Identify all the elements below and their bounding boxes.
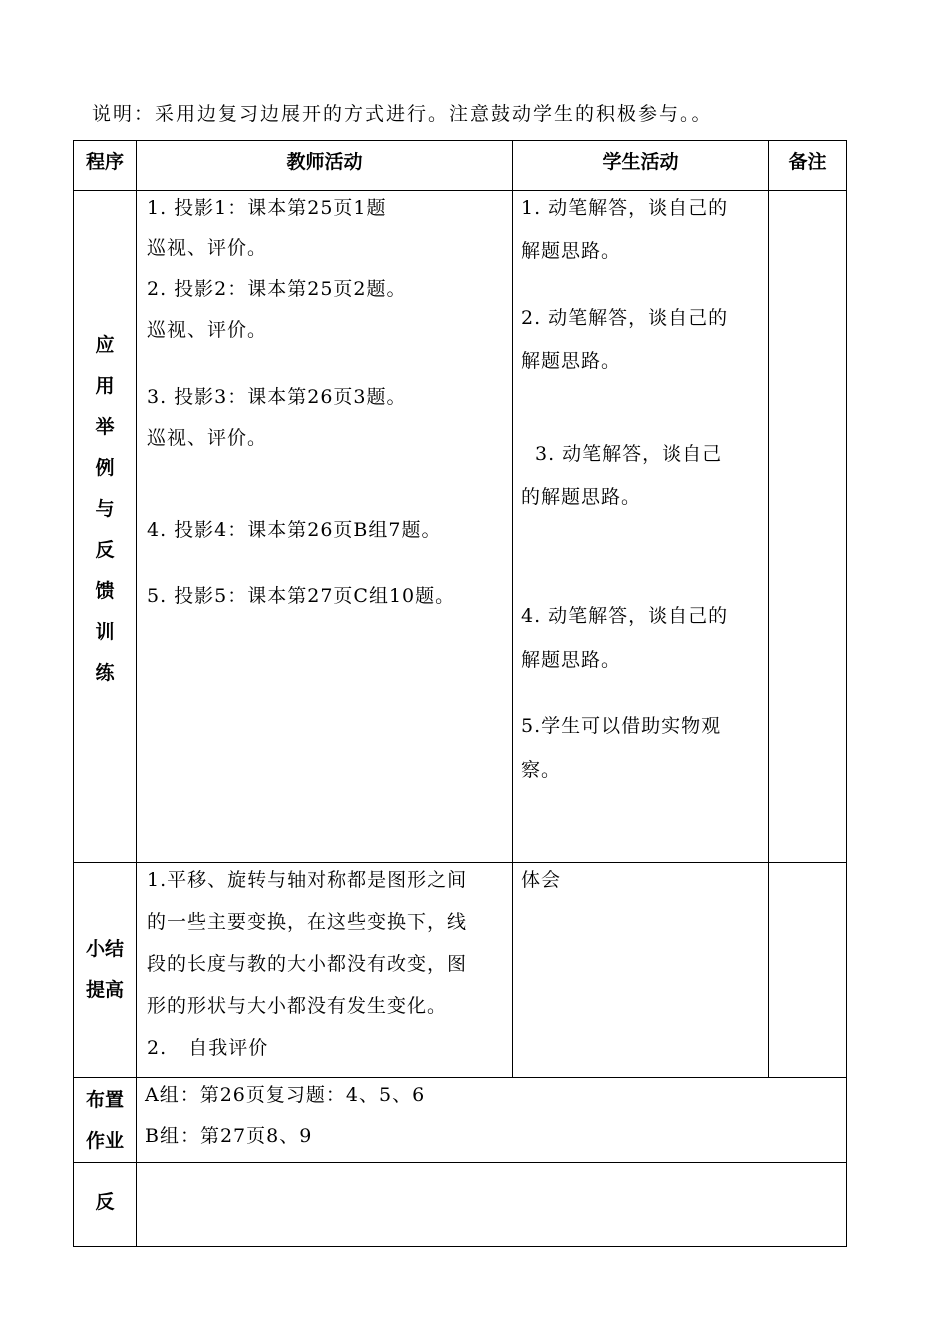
teacher-line: 1. 投影1：课本第25页1题 [147,197,387,219]
student-line: 的解题思路。 [521,486,642,508]
procedure-char: 用 [95,375,115,397]
section-application-row [74,191,847,863]
teacher-line: 巡视、评价。 [147,237,268,259]
teacher-line: 4. 投影4：课本第26页B组7题。 [147,519,442,541]
student-line: 察。 [521,759,562,781]
procedure-line: 提高 [85,979,124,1001]
procedure-homework [74,1078,137,1163]
student-activity-application [513,191,769,863]
teacher-line: 巡视、评价。 [147,427,268,449]
homework-line: A组：第26页复习题：4、5、6 [145,1084,426,1106]
student-line: 体会 [521,869,562,891]
procedure-summary [74,863,137,1078]
procedure-line: 小结 [85,938,124,960]
teacher-line: 2. 自我评价 [147,1037,269,1059]
section-summary-row [74,863,847,1078]
section-reflection-row [74,1163,847,1247]
remarks-summary [769,863,847,1078]
student-activity-summary [513,863,769,1078]
remarks-application [769,191,847,863]
student-line: 3. 动笔解答，谈自己 [535,443,723,465]
teacher-line: 2. 投影2：课本第25页2题。 [147,278,407,300]
student-line: 2. 动笔解答，谈自己的 [521,307,729,329]
teacher-line: 3. 投影3：课本第26页3题。 [147,386,407,408]
student-line: 1. 动笔解答，谈自己的 [521,197,729,219]
procedure-char: 例 [95,457,115,479]
procedure-char: 应 [95,334,115,356]
teacher-activity-summary [137,863,513,1078]
lesson-plan-table [73,140,847,1247]
procedure-line: 布置 [85,1089,124,1111]
student-line: 解题思路。 [521,350,622,372]
teacher-activity-application [137,191,513,863]
student-line: 解题思路。 [521,240,622,262]
header-procedure: 程序 [74,141,137,191]
header-teacher-activity: 教师活动 [137,141,513,191]
teacher-line: 段的长度与教的大小都没有改变，图 [147,953,468,975]
teacher-line: 的一些主要变换，在这些变换下，线 [147,911,468,933]
teacher-line: 形的形状与大小都没有发生变化。 [147,995,448,1017]
procedure-char: 举 [95,416,115,438]
teacher-line: 巡视、评价。 [147,319,268,341]
procedure-char: 反 [95,539,115,561]
header-row [74,141,847,191]
header-student-activity: 学生活动 [513,141,769,191]
student-line: 5.学生可以借助实物观 [521,715,722,737]
section-homework-row [74,1078,847,1163]
procedure-char: 训 [95,621,115,643]
student-line: 4. 动笔解答，谈自己的 [521,605,729,627]
homework-content [137,1078,847,1163]
procedure-line: 作业 [85,1130,124,1152]
student-line: 解题思路。 [521,649,622,671]
teacher-line: 1.平移、旋转与轴对称都是图形之间 [147,869,468,891]
procedure-line: 反 [95,1191,115,1213]
instruction-note: 说明：采用边复习边展开的方式进行。注意鼓动学生的积极参与。。 [92,103,713,125]
procedure-char: 练 [95,662,115,684]
procedure-reflection [74,1163,137,1247]
procedure-char: 馈 [95,580,115,602]
homework-line: B组：第27页8、9 [145,1125,313,1147]
procedure-application [74,191,137,863]
teacher-line: 5. 投影5：课本第27页C组10题。 [147,585,456,607]
header-remarks: 备注 [769,141,847,191]
procedure-char: 与 [95,498,115,520]
reflection-content [137,1163,847,1247]
